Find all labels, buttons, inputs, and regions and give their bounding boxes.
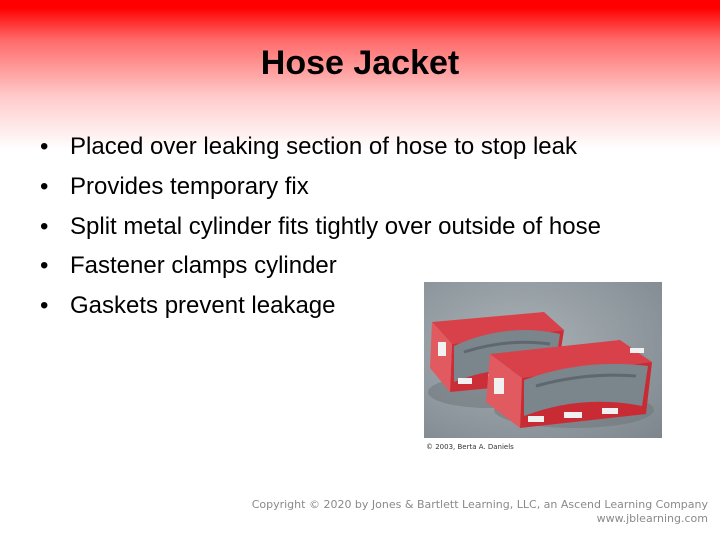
bullet-item xyxy=(40,170,680,204)
bullet-dot-icon: • xyxy=(40,173,49,200)
footer-copyright: Copyright © 2020 by Jones & Bartlett Learning, LLC, an Ascend Learning Company xyxy=(251,498,708,511)
bullet-text: Placed over leaking section of hose to stop leak xyxy=(70,133,577,160)
bullet-text: Provides temporary fix xyxy=(70,173,309,200)
bullet-dot-icon: • xyxy=(40,133,49,160)
slide-title: Hose Jacket xyxy=(260,44,460,82)
bullet-dot-icon: • xyxy=(40,213,49,240)
bullet-text: Fastener clamps cylinder xyxy=(70,252,337,279)
bullet-dot-icon: • xyxy=(40,292,49,319)
bullet-item xyxy=(40,130,680,164)
footer xyxy=(252,498,708,526)
bullet-text: Split metal cylinder fits tightly over outside of hose xyxy=(70,213,601,240)
bullet-dot-icon: • xyxy=(40,252,49,279)
hose-jacket-illustration xyxy=(424,282,662,438)
hose-jacket-photo xyxy=(424,282,662,438)
photo-credit: © 2003, Berta A. Daniels xyxy=(426,443,514,451)
jacket-half-right xyxy=(486,340,652,428)
bullet-item xyxy=(40,210,630,243)
bullet-text: Gaskets prevent leakage xyxy=(70,292,336,319)
bullet-item xyxy=(40,249,680,283)
footer-url: www.jblearning.com xyxy=(596,512,708,525)
